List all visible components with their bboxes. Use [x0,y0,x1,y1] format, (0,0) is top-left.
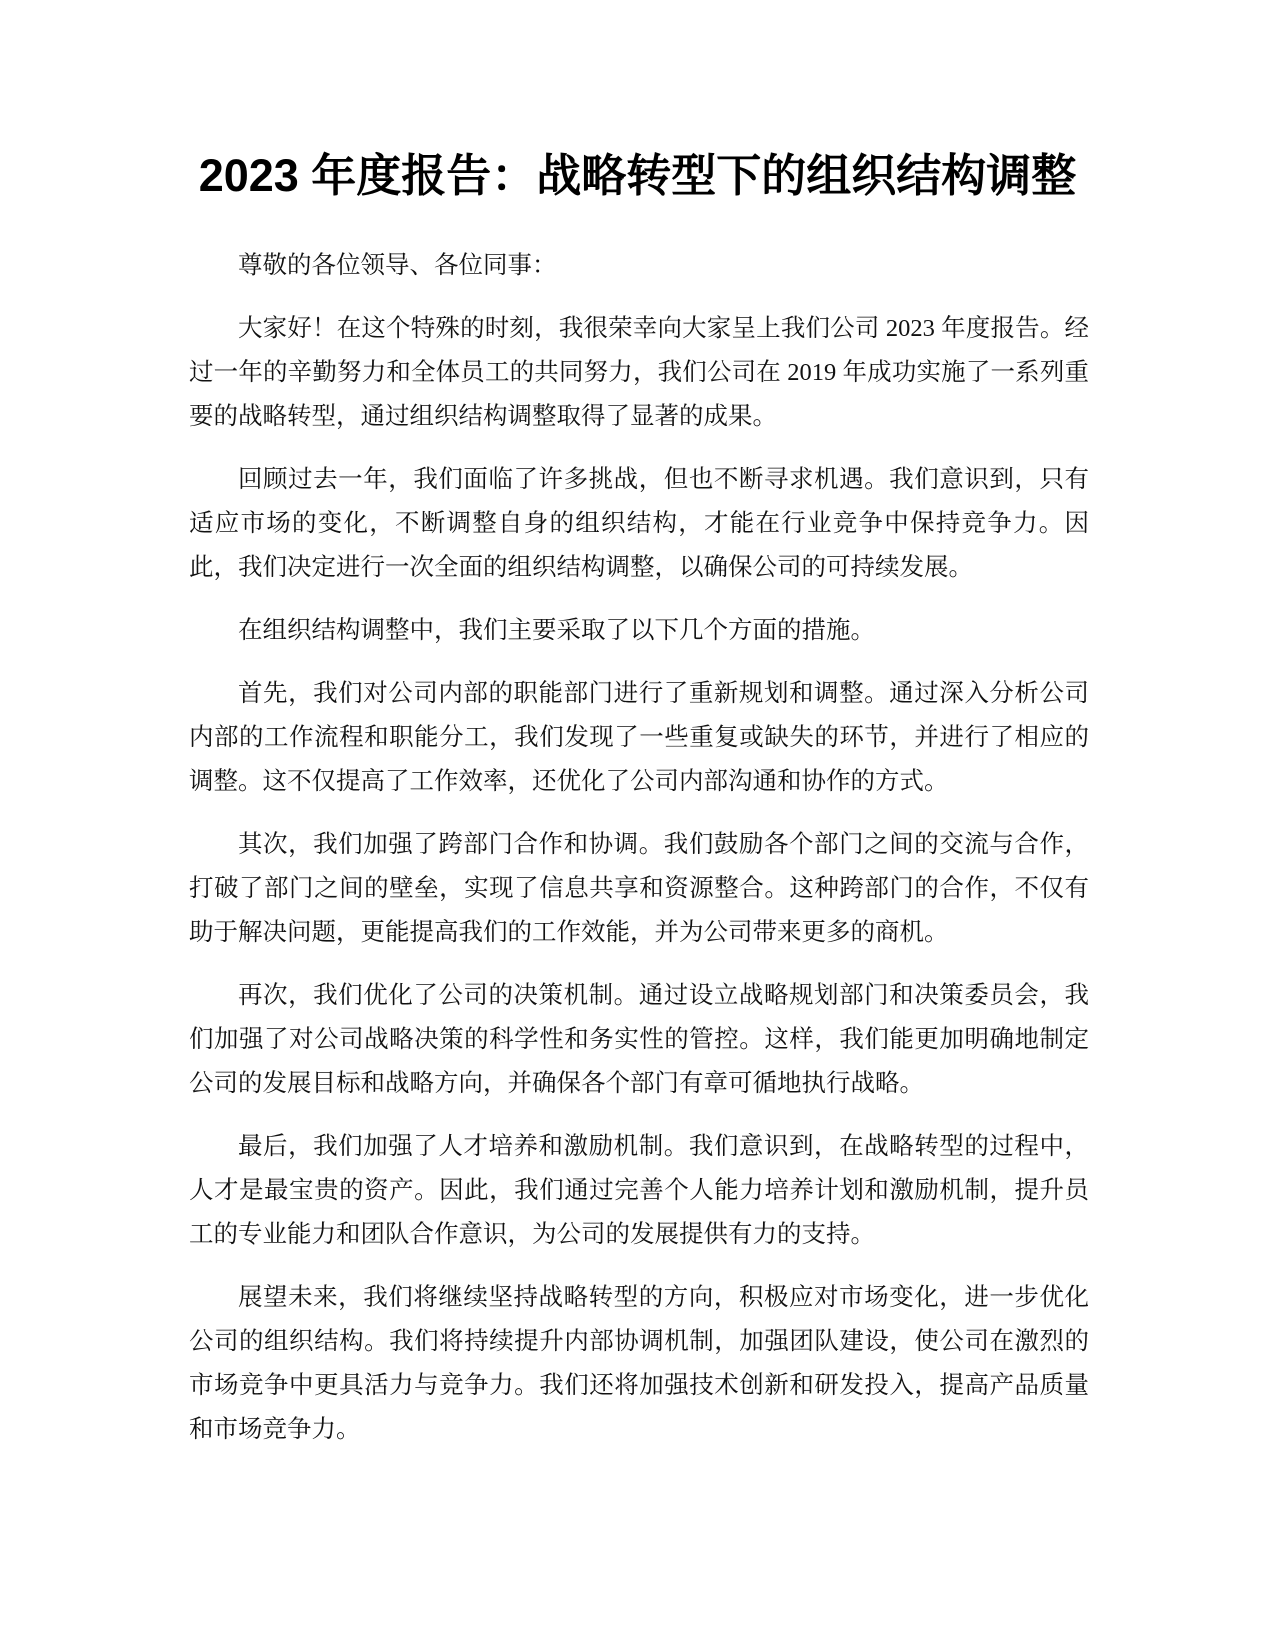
paragraph-measures-intro: 在组织结构调整中，我们主要采取了以下几个方面的措施。 [238,617,875,644]
paragraph-second-measure: 其次，我们加强了跨部门合作和协调。我们鼓励各个部门之间的交流与合作，打破了部门之间的壁垒，实现了信息共享和资源整合。这种跨部门的合作，不仅有助于解决问题，更能提高我们的工作效能，并为公司带来更多的商机。 [189,831,1089,946]
document-title: 2023 年度报告：战略转型下的组织结构调整 [198,150,1077,201]
paragraph-third-measure: 再次，我们优化了公司的决策机制。通过设立战略规划部门和决策委员会，我们加强了对公司战略决策的科学性和务实性的管控。这样，我们能更加明确地制定公司的发展目标和战略方向，并确保各个部门有章可循地执行战略。 [189,982,1089,1097]
document-body [189,244,1089,1471]
paragraph-outlook: 展望未来，我们将继续坚持战略转型的方向，积极应对市场变化，进一步优化公司的组织结构。我们将持续提升内部协调机制，加强团队建设，使公司在激烈的市场竞争中更具活力与竞争力。我们还将加强技术创新和研发投入，提高产品质量和市场竞争力。 [189,1284,1089,1443]
paragraph-greeting: 尊敬的各位领导、各位同事： [238,252,557,279]
paragraph-first-measure: 首先，我们对公司内部的职能部门进行了重新规划和调整。通过深入分析公司内部的工作流程和职能分工，我们发现了一些重复或缺失的环节，并进行了相应的调整。这不仅提高了工作效率，还优化了公司内部沟通和协作的方式。 [189,680,1089,795]
paragraph-review: 回顾过去一年，我们面临了许多挑战，但也不断寻求机遇。我们意识到，只有适应市场的变化，不断调整自身的组织结构，才能在行业竞争中保持竞争力。因此，我们决定进行一次全面的组织结构调整，以确保公司的可持续发展。 [189,466,1089,581]
paragraph-intro: 大家好！在这个特殊的时刻，我很荣幸向大家呈上我们公司 2023 年度报告。经过一年的辛勤努力和全体员工的共同努力，我们公司在 2019 年成功实施了一系列重要的战略转型，通过组织结构调整取得了显著的成果。 [189,315,1089,430]
paragraph-fourth-measure: 最后，我们加强了人才培养和激励机制。我们意识到，在战略转型的过程中，人才是最宝贵的资产。因此，我们通过完善个人能力培养计划和激励机制，提升员工的专业能力和团队合作意识，为公司的发展提供有力的支持。 [189,1133,1089,1248]
